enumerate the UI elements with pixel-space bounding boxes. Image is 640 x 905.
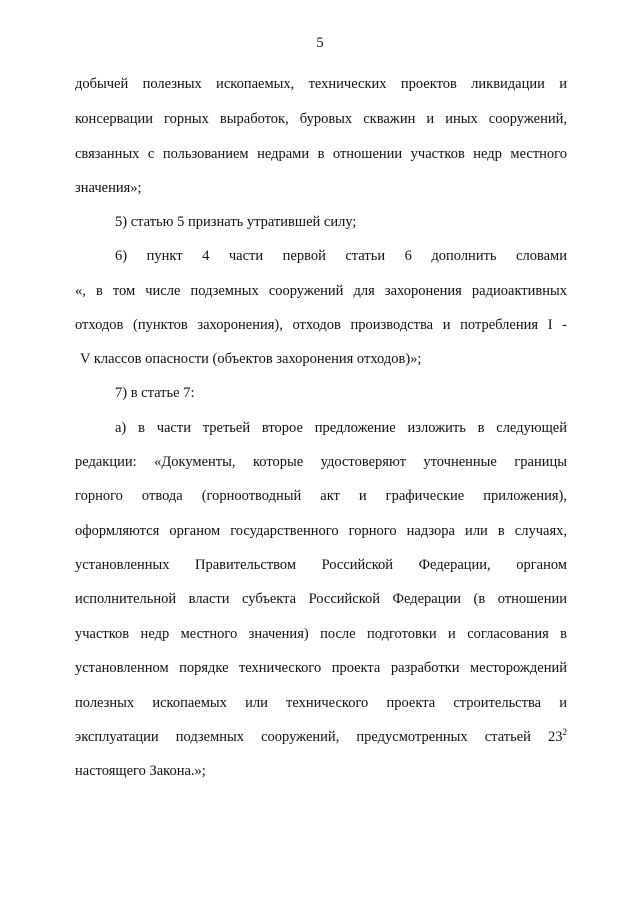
text-line: связанных с пользованием недрами в отношении участков недр местного bbox=[75, 146, 567, 162]
page-number: 5 bbox=[316, 35, 324, 51]
text-line-with-superscript bbox=[75, 728, 567, 746]
text-line: консервации горных выработок, буровых скважин и иных сооружений, bbox=[75, 111, 567, 127]
text-line: V классов опасности (объектов захоронения отходов)»; bbox=[80, 351, 422, 367]
text-line: оформляются органом государственного горного надзора или в случаях, bbox=[75, 523, 567, 539]
text-line: добычей полезных ископаемых, технических проектов ликвидации и bbox=[75, 76, 567, 92]
text-line: установленном порядке технического проекта разработки месторождений bbox=[75, 660, 567, 676]
text-line: 7) в статье 7: bbox=[115, 385, 195, 401]
text-line: отходов (пунктов захоронения), отходов производства и потребления I - bbox=[75, 317, 567, 333]
superscript: 2 bbox=[562, 727, 567, 738]
text-line: редакции: «Документы, которые удостоверяют уточненные границы bbox=[75, 454, 567, 470]
text-line: значения»; bbox=[75, 180, 142, 196]
text-line: 5) статью 5 признать утратившей силу; bbox=[115, 214, 357, 230]
text-line: исполнительной власти субъекта Российской Федерации (в отношении bbox=[75, 591, 567, 607]
text-line: горного отвода (горноотводный акт и графические приложения), bbox=[75, 488, 567, 504]
text-line: 6) пункт 4 части первой статьи 6 дополнить словами bbox=[115, 248, 567, 264]
text-line: «, в том числе подземных сооружений для захоронения радиоактивных bbox=[75, 283, 567, 299]
text-line: а) в части третьей второе предложение изложить в следующей bbox=[115, 420, 567, 436]
text-line: установленных Правительством Российской Федерации, органом bbox=[75, 557, 567, 573]
text-line-body: эксплуатации подземных сооружений, предусмотренных статьей 23 bbox=[75, 729, 563, 745]
text-line: настоящего Закона.»; bbox=[75, 763, 206, 779]
text-line: участков недр местного значения) после подготовки и согласования в bbox=[75, 626, 567, 642]
text-line: полезных ископаемых или технического проекта строительства и bbox=[75, 695, 567, 711]
